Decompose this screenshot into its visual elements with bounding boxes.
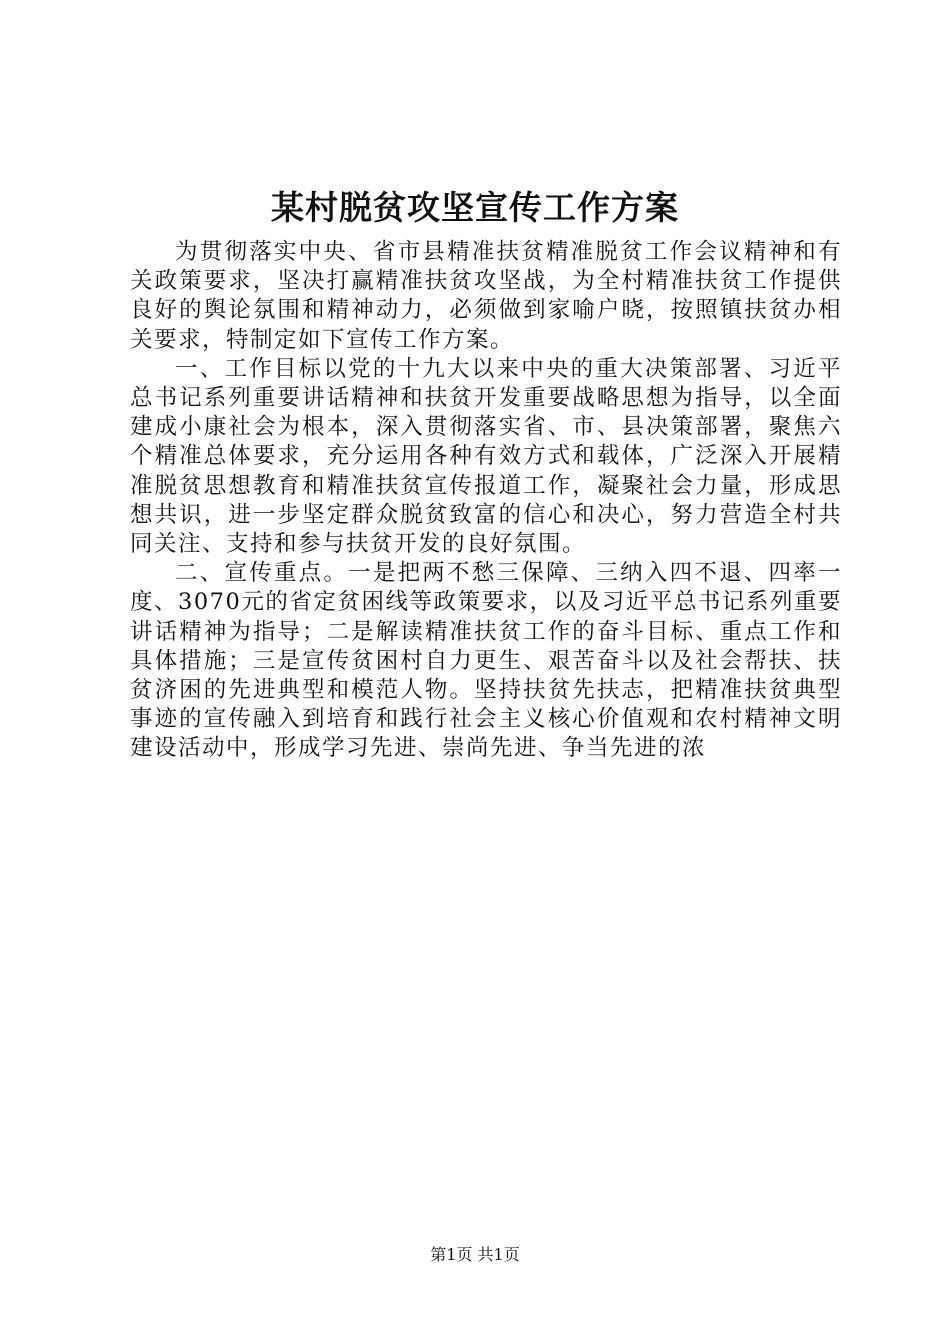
document-title: 某村脱贫攻坚宣传工作方案 xyxy=(271,188,679,227)
paragraph-publicity-focus: 二、宣传重点。一是把两不愁三保障、三纳入四不退、四率一度、3070元的省定贫困线等政策要求，以及习近平总书记系列重要讲话精神为指导；二是解读精准扶贫工作的奋斗目标、重点工作和具体措施；三是宣传贫困村自力更生、艰苦奋斗以及社会帮扶、扶贫济困的先进典型和模范人物。坚持扶贫先扶志，把精准扶贫典型事迹的宣传融入到培育和践行社会主义核心价值观和农村精神文明建设活动中，形成学习先进、崇尚先进、争当先进的浓 xyxy=(130,560,842,762)
document-body xyxy=(130,238,842,764)
page-footer: 第1页 共1页 xyxy=(430,1245,520,1264)
paragraph-intro: 为贯彻落实中央、省市县精准扶贫精准脱贫工作会议精神和有关政策要求，坚决打赢精准扶贫攻坚战，为全村精准扶贫工作提供良好的舆论氛围和精神动力，必须做到家喻户晓，按照镇扶贫办相关要求，特制定如下宣传工作方案。 xyxy=(130,239,842,353)
paragraph-work-goals: 一、工作目标以党的十九大以来中央的重大决策部署、习近平总书记系列重要讲话精神和扶贫开发重要战略思想为指导，以全面建成小康社会为根本，深入贯彻落实省、市、县决策部署，聚焦六个精准总体要求，充分运用各种有效方式和载体，广泛深入开展精准脱贫思想教育和精准扶贫宣传报道工作，凝聚社会力量，形成思想共识，进一步坚定群众脱贫致富的信心和决心，努力营造全村共同关注、支持和参与扶贫开发的良好氛围。 xyxy=(130,355,842,558)
